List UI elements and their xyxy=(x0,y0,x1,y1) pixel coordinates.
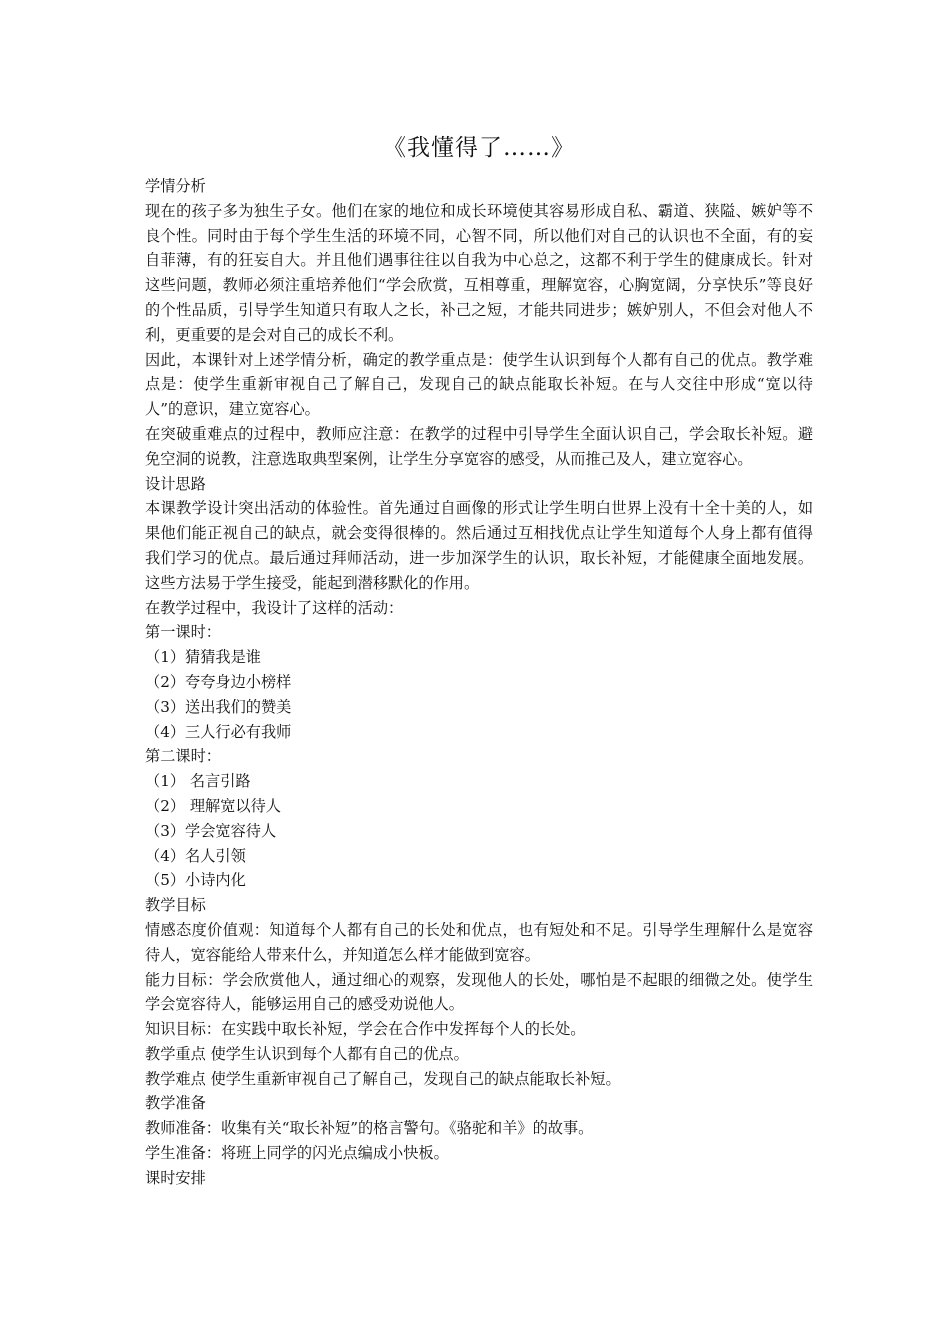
list-item: （4）三人行必有我师 xyxy=(145,722,292,741)
list-item: （2）夸夸身边小榜样 xyxy=(145,672,292,691)
paragraph: 能力目标：学会欣赏他人，通过细心的观察，发现他人的长处，哪怕是不起眼的细微之处。使学生学会宽容待人，能够运用自己的感受劝说他人。 xyxy=(145,970,813,1014)
paragraph: 因此，本课针对上述学情分析，确定的教学重点是：使学生认识到每个人都有自己的优点。教学难点是：使学生重新审视自己了解自己，发现自己的缺点能取长补短。在与人交往中形成“宽以待人”的意识，建立宽容心。 xyxy=(145,350,813,419)
page-title: 《我懂得了……》 xyxy=(383,135,575,161)
heading-student-analysis: 学情分析 xyxy=(145,177,206,195)
list-item: （1） 名言引路 xyxy=(145,772,251,791)
paragraph: 在教学过程中，我设计了这样的活动： xyxy=(145,598,404,617)
list-item: （3）送出我们的赞美 xyxy=(145,697,292,716)
paragraph: 教师准备：收集有关“取长补短”的格言警句。《骆驼和羊》的故事。 xyxy=(145,1119,594,1138)
paragraph: 本课教学设计突出活动的体验性。首先通过自画像的形式让学生明白世界上没有十全十美的人，如果他们能正视自己的缺点，就会变得很棒的。然后通过互相找优点让学生知道每个人身上都有值得我们学习的优点。最后通过拜师活动，进一步加深学生的认识，取长补短，才能健康全面地发展。这些方法易于学生接受，能起到潜移默化的作用。 xyxy=(145,499,813,592)
paragraph: 教学重点 使学生认识到每个人都有自己的优点。 xyxy=(145,1044,469,1063)
paragraph: 知识目标：在实践中取长补短，学会在合作中发挥每个人的长处。 xyxy=(145,1020,586,1039)
lesson-one-label: 第一课时： xyxy=(145,623,221,642)
paragraph: 情感态度价值观：知道每个人都有自己的长处和优点，也有短处和不足。引导学生理解什么是宽容待人，宽容能给人带来什么，并知道怎么样才能做到宽容。 xyxy=(145,920,813,964)
paragraph: 教学难点 使学生重新审视自己了解自己，发现自己的缺点能取长补短。 xyxy=(145,1069,621,1088)
paragraph: 在突破重难点的过程中，教师应注意：在教学的过程中引导学生全面认识自己，学会取长补短。避免空洞的说教，注意选取典型案例，让学生分享宽容的感受，从而推己及人，建立宽容心。 xyxy=(145,424,813,468)
heading-design-idea: 设计思路 xyxy=(145,474,206,493)
list-item: （5）小诗内化 xyxy=(145,871,246,890)
list-item: （2） 理解宽以待人 xyxy=(145,796,281,815)
paragraph: 现在的孩子多为独生子女。他们在家的地位和成长环境使其容易形成自私、霸道、狭隘、嫉妒等不良个性。同时由于每个学生生活的环境不同，心智不同，所以他们对自己的认识也不全面，有的妄自菲薄，有的狂妄自大。并且他们遇事往往以自我为中心总之，这都不利于学生的健康成长。针对这些问题，教师必须注重培养他们“学会欣赏，互相尊重，理解宽容，心胸宽阔，分享快乐”等良好的个性品质，引导学生知道只有取人之长，补己之短，才能共同进步；嫉妒别人，不但会对他人不利，更重要的是会对自己的成长不利。 xyxy=(145,201,813,344)
document-body xyxy=(145,174,813,1191)
list-item: （3）学会宽容待人 xyxy=(145,821,277,840)
heading-teaching-prep: 教学准备 xyxy=(145,1094,206,1113)
heading-schedule: 课时安排 xyxy=(145,1168,206,1187)
list-item: （1）猜猜我是谁 xyxy=(145,648,261,667)
list-item: （4）名人引领 xyxy=(145,846,246,865)
lesson-two-label: 第二课时： xyxy=(145,747,221,766)
heading-teaching-goals: 教学目标 xyxy=(145,896,206,915)
paragraph: 学生准备：将班上同学的闪光点编成小快板。 xyxy=(145,1144,449,1163)
